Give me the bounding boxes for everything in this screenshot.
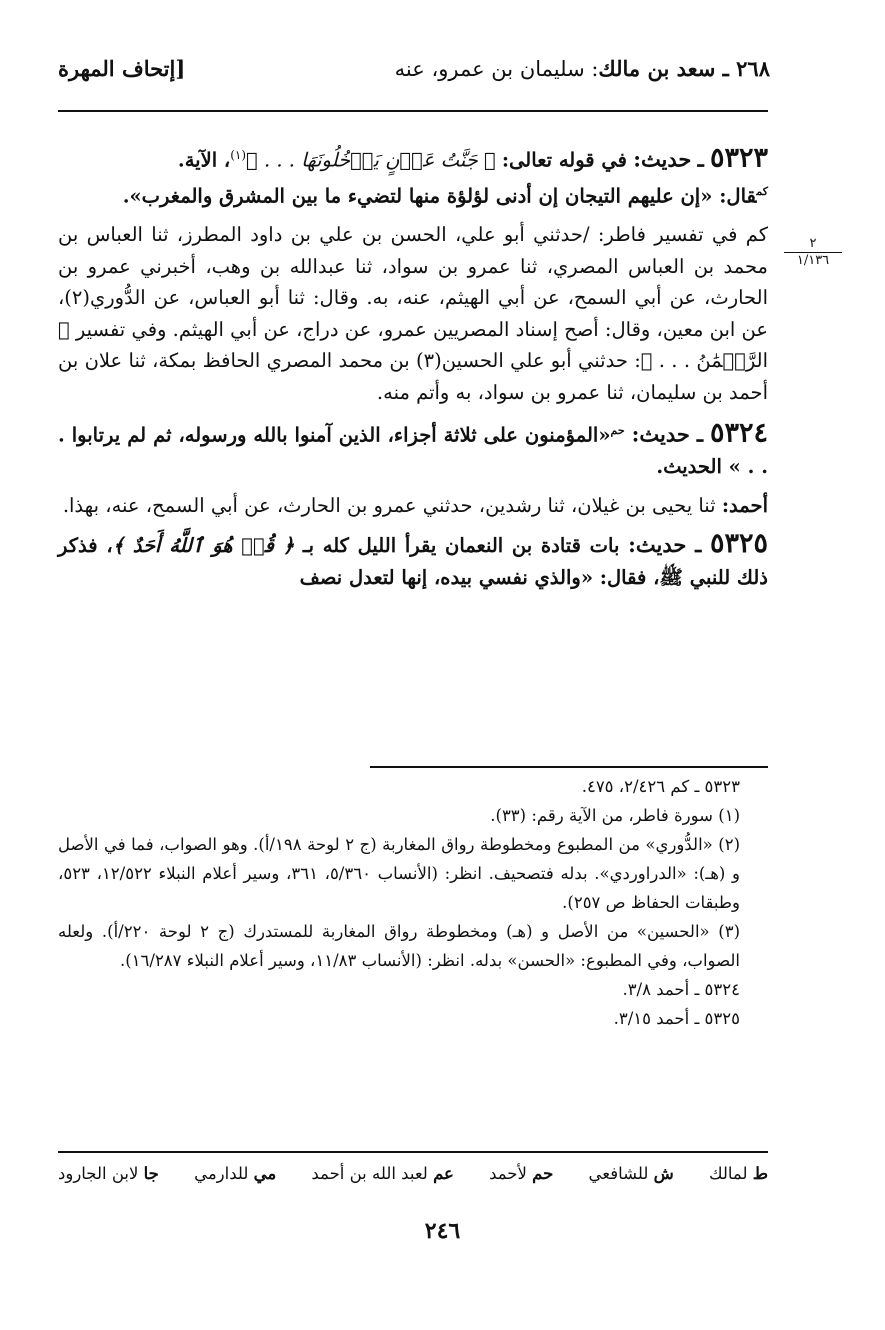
hadith-label: حديث:	[633, 146, 692, 172]
footnotes	[58, 772, 768, 1033]
hadith-5323-isnad: كم في تفسير فاطر: /حدثني أبو علي، الحسن بن علي بن داود المطرز، ثنا العباس بن محمد بن العباس المصري، ثنا عمرو بن سواد، ثنا عبدالله بن وهب، أخبرني عمرو بن الحارث، عن أبي السمح، عن أبي الهيثم، عنه، به. وقال: ثنا أبو العباس، عن الدُّوري(٢)، عن ابن معين، وقال: أصح إسناد المصريين عمرو، عن دراج، عن أبي الهيثم. وفي تفسير ﴿ الرَّحۡمَٰنُ . . . ﴾: حدثني أبو علي الحسين(٣) بن محمد المصري الحافظ بمكة، ثنا علان بن أحمد بن سليمان، ثنا عمرو بن سواد، به وأتم منه.	[58, 223, 768, 404]
quran-verse: ﴿ قُلۡ هُوَ ٱللَّهُ أَحَدٌ ﴾	[112, 534, 295, 557]
hadith-5324-isnad: أحمد: ثنا يحيى بن غيلان، ثنا رشدين، حدثني عمرو بن الحارث، عن أبي السمح، عنه، بهذا.	[62, 493, 768, 517]
hadith-5325: ٥٣٢٥ ـ حديث: بات قتادة بن النعمان يقرأ الليل كله بـ ﴿ قُلۡ هُوَ ٱللَّهُ أَحَدٌ ﴾، فذكر ذلك للنبي ﷺ، فقال: «والذي نفسي بيده، إنها لتعدل نصف	[58, 528, 769, 589]
footnote-2: (٢) «الدُّوري» من المطبوع ومخطوطة رواق المغاربة (ج ٢ لوحة ١٩٨/أ). وهو الصواب، فما في الأصل و (هـ): «الدراوردي». بدله فتصحيف. انظر: (الأنساب ٥/٣٦٠، ٣٦١، وسير أعلام النبلاء ١٢/٥٢٢، ٥٢٣، وطبقات الحفاظ ص ٢٥٧).	[58, 835, 740, 912]
header-rule	[58, 110, 768, 112]
source-mark-hm: حم	[610, 424, 625, 437]
header-chapter-rest: : سليمان بن عمرو، عنه	[394, 57, 599, 81]
running-header	[58, 56, 770, 96]
hadith-5323-text: $^{كم}$قال: «إن عليهم التيجان إن أدنى لؤلؤة منها لتضيء ما بين المشرق والمغرب».	[122, 184, 768, 208]
source-mark-kam: كم	[756, 185, 768, 198]
margin-folio-note	[778, 236, 848, 269]
sigla-item: ط لمالك	[708, 1164, 768, 1183]
sigla-item: مي للدارمي	[194, 1164, 277, 1183]
hadith-intro: في قوله تعالى:	[501, 148, 627, 172]
hadith-text: «المؤمنون على ثلاثة أجزاء، الذين آمنوا بالله ورسوله، ثم لم يرتابوا . . . » الحديث.	[58, 423, 768, 478]
footnote-source-5325: ٥٣٢٥ ـ أحمد ٣/١٥.	[613, 1009, 740, 1028]
margin-note-top: ٢	[809, 236, 817, 251]
main-text	[58, 140, 768, 593]
header-right: ٢٦٨ ـ سعد بن مالك: سليمان بن عمرو، عنه	[394, 56, 770, 81]
footnote-1: (١) سورة فاطر، من الآية رقم: (٣٣).	[490, 806, 740, 825]
hadith-5323-heading: ٥٣٢٣ ـ حديث: في قوله تعالى: ﴿ جَنَّتُ عَدۡنٍ يَدۡخُلُونَهَا . . . ﴾$^{(١)}$، الآية.	[177, 142, 768, 174]
source-lead: أحمد:	[721, 493, 768, 517]
sigla-item: ش للشافعي	[588, 1164, 674, 1183]
footnote-source-5324: ٥٣٢٤ ـ أحمد ٣/٨.	[622, 980, 740, 999]
sigla-item: حم لأحمد	[489, 1164, 554, 1183]
margin-note-bottom: ١/١٣٦	[796, 253, 830, 268]
header-book-title: [إتحاف المهرة	[58, 56, 186, 81]
header-chapter-name: سعد بن مالك	[598, 56, 716, 81]
hadith-label: حديث:	[628, 532, 687, 557]
page-number: ٢٤٦	[424, 1218, 461, 1244]
footnote-rule	[370, 766, 768, 768]
hadith-number: ٥٣٢٥	[710, 528, 769, 559]
header-page-number: ٢٦٨	[736, 56, 770, 81]
hadith-label: حديث:	[631, 421, 690, 447]
footnote-source-5323: ٥٣٢٣ ـ كم ٢/٤٢٦، ٤٧٥.	[581, 777, 740, 796]
sigla-rule	[58, 1151, 768, 1153]
sigla-item: عم لعبد الله بن أحمد	[311, 1164, 454, 1183]
quran-verse: ﴿ جَنَّتُ عَدۡنٍ يَدۡخُلُونَهَا . . . ﴾	[246, 148, 496, 172]
sigla-legend	[58, 1164, 768, 1183]
hadith-number: ٥٣٢٣	[709, 142, 768, 174]
hadith-5324: ٥٣٢٤ ـ حديث: $^{حم}$«المؤمنون على ثلاثة أجزاء، الذين آمنوا بالله ورسوله، ثم لم يرتابوا . . . » الحديث.	[58, 417, 769, 478]
sigla-item: جا لابن الجارود	[58, 1164, 159, 1183]
footnote-ref: (١)	[230, 148, 247, 162]
footnote-3: (٣) «الحسين» من الأصل و (هـ) ومخطوطة رواق المغاربة للمستدرك (ج ٢ لوحة ٢٢٠/أ). ولعله الصواب، وفي المطبوع: «الحسن» بدله. انظر: (الأنساب ١١/٨٣، وسير أعلام النبلاء ١٦/٢٨٧).	[58, 922, 740, 970]
hadith-number: ٥٣٢٤	[710, 417, 769, 449]
